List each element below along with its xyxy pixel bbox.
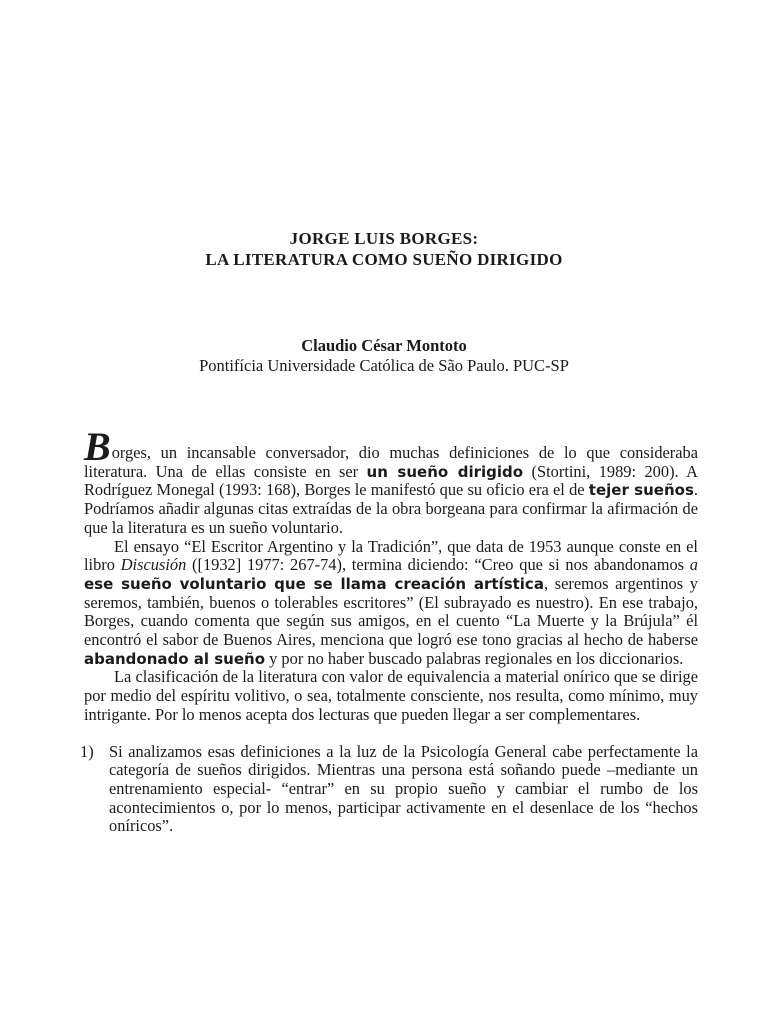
article-body [80,424,699,836]
paragraph-3: La clasificación de la literatura con valor de equivalencia a material onírico que se dirige por medio del espíritu volitivo, o sea, totalmente consciente, nos resulta, como mínimo, muy intrigante. Por lo menos acepta dos lecturas que pueden llegar a ser complementares. [84,667,698,724]
paragraph-1: Borges, un incansable conversador, dio muchas definiciones de lo que consideraba literatura. Una de ellas consiste en ser un sueño dirigido (Stortini, 1989: 200). A Rodríguez Monegal (1993: 168), Borges le manifestó que su oficio era el de tejer sueños. Podríamos añadir algunas citas extraídas de la obra borgeana para confirmar la afirmación de que la literatura es un sueño voluntario. [84,424,699,537]
title-line-2: LA LITERATURA COMO SUEÑO DIRIGIDO [205,250,563,269]
paragraph-2: El ensayo “El Escritor Argentino y la Tradición”, que data de 1953 aunque conste en el libro Discusión ([1932] 1977: 267-74), termina diciendo: “Creo que si nos abandonamos a ese sueño voluntario que se llama creación artística, seremos argentinos y seremos, también, buenos o tolerables escritores” (El subrayado es nuestro). En ese trabajo, Borges, cuando comenta que según sus amigos, en el cuento “La Muerte y la Brújula” él encontró el sabor de Buenos Aires, menciona que logró ese tono gracias al hecho de haberse abandonado al sueño y por no haber buscado palabras regionales en los diccionarios. [84,536,698,668]
title-line-1: JORGE LUIS BORGES: [289,229,479,248]
numbered-list [80,741,698,837]
author-name: Claudio César Montoto [301,336,467,355]
author-affiliation: Pontifícia Universidade Católica de São Paulo. PUC-SP [199,356,569,375]
list-item [80,741,698,837]
list-item-number: 1) [80,741,94,761]
article-title [0,228,768,270]
list-item-text: Si analizamos esas definiciones a la luz de la Psicología General cabe perfectamente la categoría de sueños dirigidos. Mientras una persona está soñando puede –mediante un entrenamiento especial- “entrar” en su propio sueño y cambiar el rumbo de los acontecimientos o, por lo menos, participar activamente en el desenlace de los “hechos oníricos”. [109,741,698,836]
drop-cap: B [84,424,111,469]
